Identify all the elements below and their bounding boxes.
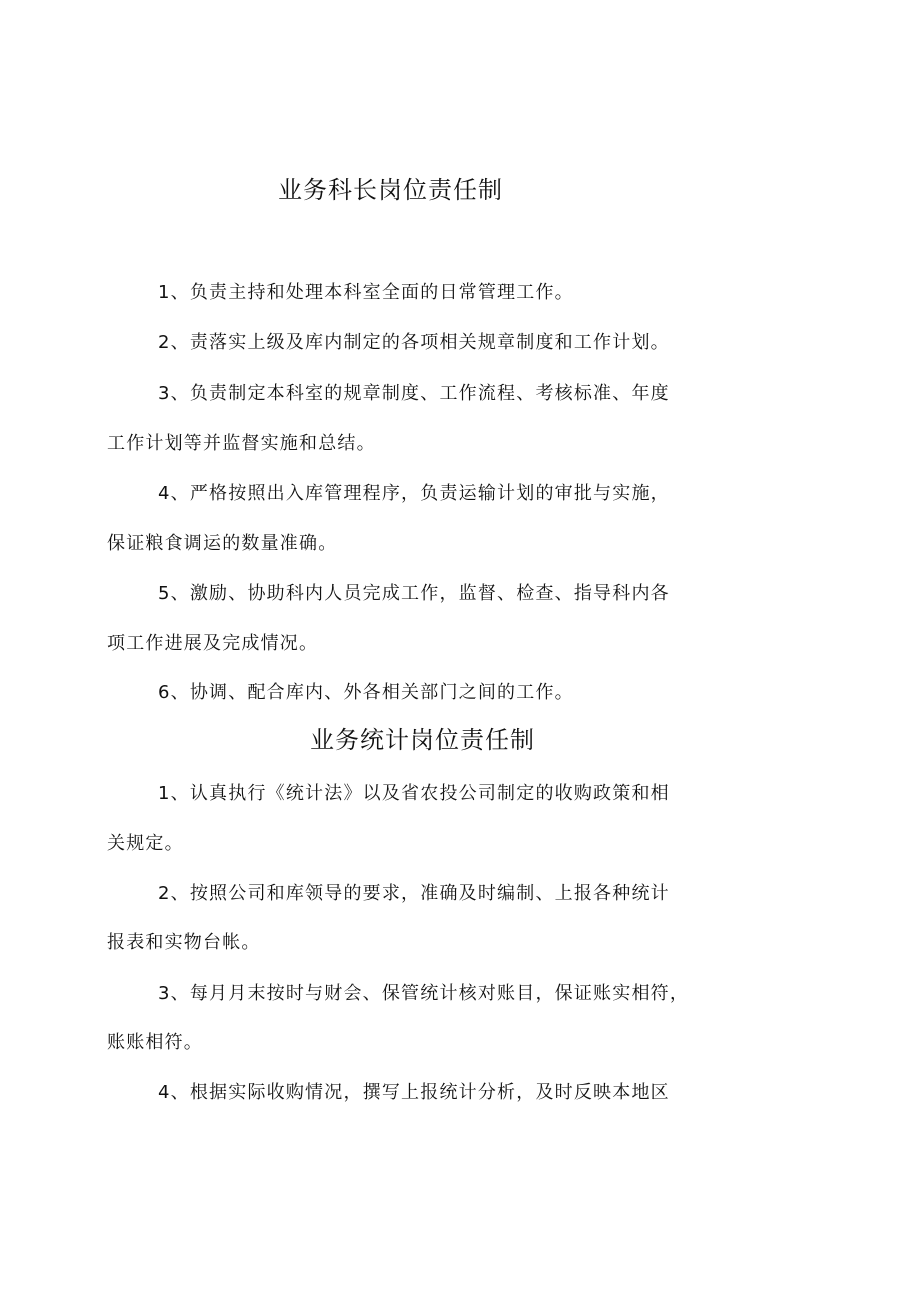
paragraph-line: 3、每月月末按时与财会、保管统计核对账目，保证账实相符，: [158, 983, 690, 1004]
section-title: 业务统计岗位责任制: [310, 726, 535, 754]
paragraph-line: 报表和实物台帐。: [107, 932, 261, 953]
paragraph-line: 6、协调、配合库内、外各相关部门之间的工作。: [158, 682, 574, 703]
paragraph-line: 2、按照公司和库领导的要求，准确及时编制、上报各种统计: [158, 883, 670, 904]
paragraph-line: 3、负责制定本科室的规章制度、工作流程、考核标准、年度: [158, 383, 670, 404]
paragraph-line: 保证粮食调运的数量准确。: [107, 533, 338, 554]
paragraph-line: 工作计划等并监督实施和总结。: [107, 433, 376, 454]
paragraph-line: 关规定。: [107, 833, 184, 854]
section-title: 业务科长岗位责任制: [278, 176, 503, 204]
paragraph-line: 4、根据实际收购情况，撰写上报统计分析，及时反映本地区: [158, 1082, 670, 1103]
paragraph-line: 4、严格按照出入库管理程序，负责运输计划的审批与实施，: [158, 483, 670, 504]
paragraph-line: 5、激励、协助科内人员完成工作，监督、检查、指导科内各: [158, 583, 670, 604]
paragraph-line: 1、认真执行《统计法》以及省农投公司制定的收购政策和相: [158, 783, 670, 804]
paragraph-line: 账账相符。: [107, 1032, 203, 1053]
paragraph-line: 项工作进展及完成情况。: [107, 633, 319, 654]
paragraph-line: 1、负责主持和处理本科室全面的日常管理工作。: [158, 282, 574, 303]
paragraph-line: 2、责落实上级及库内制定的各项相关规章制度和工作计划。: [158, 332, 670, 353]
